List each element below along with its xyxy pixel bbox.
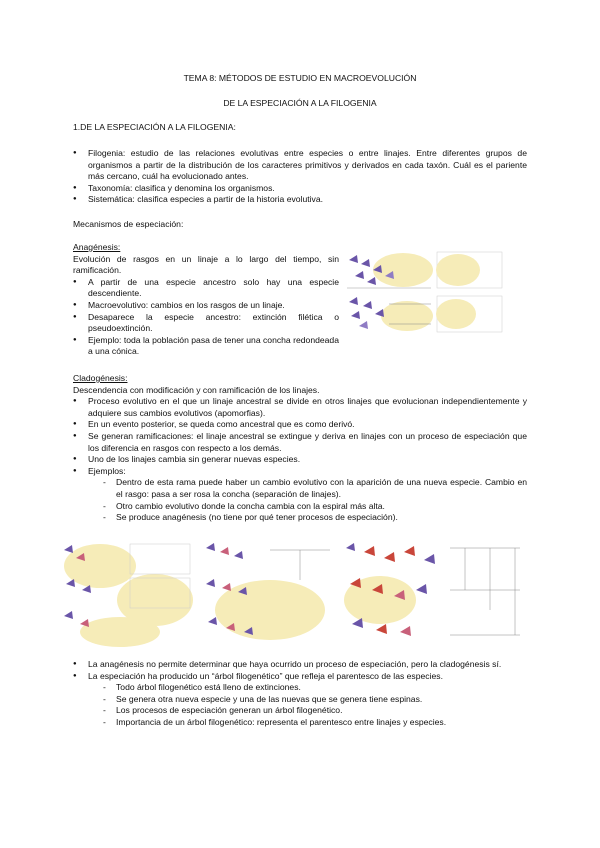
intro-list (73, 148, 527, 206)
list-item: - Otro cambio evolutivo donde la concha cambia con la espiral más alta. (103, 501, 527, 513)
cladogenesis-figure-1 (60, 540, 195, 648)
list-item: ● Se generan ramificaciones: el linaje ancestral se extingue y deriva en linajes con un proceso de especiación que los diferencia en rasgos con respecto a los demás. (73, 431, 527, 454)
list-item: ● Ejemplos: (73, 466, 527, 478)
anagenesis-section (73, 242, 339, 358)
cladogenesis-figure-2 (200, 540, 335, 648)
list-item: ● Macroevolutivo: cambios en los rasgos de un linaje. (73, 300, 339, 312)
anagenesis-figure-2 (436, 250, 504, 290)
list-item: - Todo árbol filogenético está lleno de extinciones. (103, 682, 527, 694)
list-item: ● Taxonomía: clasifica y denomina los organismos. (73, 183, 527, 195)
cladogenesis-section (73, 373, 527, 524)
list-item: ● Proceso evolutivo en el que un linaje ancestral se divide en otros linajes que evolucionan independientemente y adquiere sus cambios evolutivos (apomorfias). (73, 396, 527, 419)
anagenesis-figure-3 (345, 294, 433, 334)
anagenesis-figure-1 (345, 250, 433, 290)
anagenesis-heading: Anagénesis: (73, 242, 121, 252)
page-title: TEMA 8: MÉTODOS DE ESTUDIO EN MACROEVOLUCIÓN (183, 73, 417, 83)
list-item: - Se genera otra nueva especie y una de las nuevas que se genera tiene espinas. (103, 694, 527, 706)
list-item: ● A partir de una especie ancestro solo hay una especie descendiente. (73, 277, 339, 300)
anagenesis-list (73, 277, 339, 358)
list-item: - Los procesos de especiación generan un árbol filogenético. (103, 705, 527, 717)
anagenesis-figure-4 (436, 294, 504, 334)
list-item: - Se produce anagénesis (no tiene por qué tener procesos de especiación). (103, 512, 527, 524)
list-item: ● En un evento posterior, se queda como ancestral que es como derivó. (73, 419, 527, 431)
list-item: ● La anagénesis no permite determinar que haya ocurrido un proceso de especiación, pero la cladogénesis sí. (73, 659, 527, 671)
list-item: ● Sistemática: clasifica especies a partir de la historia evolutiva. (73, 194, 527, 206)
cladogenesis-list (73, 396, 527, 477)
list-item: ● Desaparece la especie ancestro: extinción filética o pseudoextinción. (73, 312, 339, 335)
list-item: ● Filogenia: estudio de las relaciones evolutivas entre especies o entre linajes. Entre diferentes grupos de organismos a partir de la distribución de los caracteres primitivos y derivados en cada taxón. Cuál es el pariente más cercano, cuál ha evolucionado antes. (73, 148, 527, 183)
anagenesis-intro: Evolución de rasgos en un linaje a lo largo del tiempo, sin ramificación. (73, 253, 339, 276)
list-item: - Importancia de un árbol filogenético: representa el parentesco entre linajes y especies. (103, 717, 527, 729)
summary-section (73, 659, 527, 729)
list-item: ● Uno de los linajes cambia sin generar nuevas especies. (73, 454, 527, 466)
list-item: - Dentro de esta rama puede haber un cambio evolutivo con la aparición de una nueva especie. Cambio en el rasgo: pasa a ser rosa la concha (separación de linajes). (103, 477, 527, 500)
page-subtitle: DE LA ESPECIACIÓN A LA FILOGENIA (223, 98, 377, 108)
list-item: ● La especiación ha producido un “árbol filogenético” que refleja el parentesco de las especies. (73, 671, 527, 683)
summary-list (73, 659, 527, 682)
cladogenesis-intro: Descendencia con modificación y con ramificación de los linajes. (73, 384, 320, 395)
summary-sub-list (73, 682, 527, 728)
cladogenesis-figure-3 (340, 540, 525, 648)
mechanisms-heading: Mecanismos de especiación: (73, 219, 184, 229)
cladogenesis-sub-list (73, 477, 527, 523)
section-heading: 1.DE LA ESPECIACIÓN A LA FILOGENIA: (73, 122, 236, 132)
cladogenesis-heading: Cladogénesis: (73, 373, 128, 383)
list-item: ● Ejemplo: toda la población pasa de tener una concha redondeada a una cónica. (73, 335, 339, 358)
